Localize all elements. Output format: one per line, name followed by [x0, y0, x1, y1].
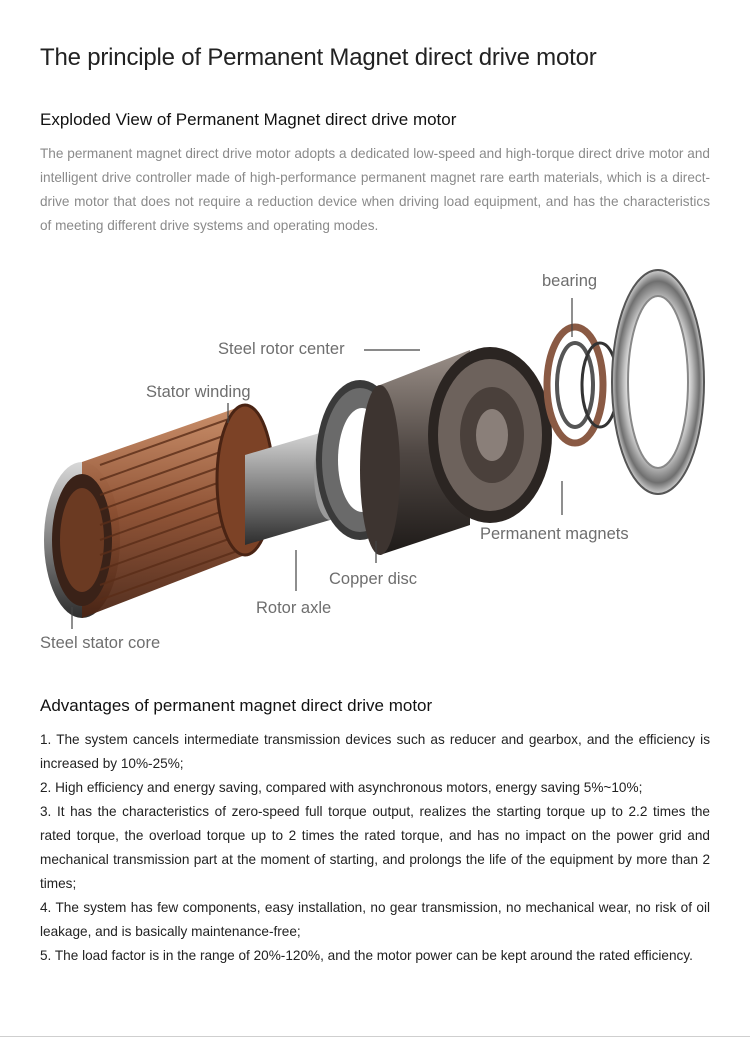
advantage-item: 1. The system cancels intermediate transmission devices such as reducer and gearbox, and the efficiency is increased by 10%-25%;	[40, 732, 710, 771]
label-steel-rotor-center: Steel rotor center	[218, 340, 345, 358]
label-copper-disc: Copper disc	[329, 570, 418, 588]
end-plate-shape	[612, 270, 704, 494]
bearing-shape	[547, 327, 618, 443]
bottom-divider	[0, 1036, 750, 1037]
page-title: The principle of Permanent Magnet direct drive motor	[40, 44, 597, 71]
intro-paragraph: The permanent magnet direct drive motor adopts a dedicated low-speed and high-torque direct drive motor and intelligent drive controller made of high-performance permanent magnet rare earth materials, which is a direct-drive motor that does not require a reduction device when driving load equipment, and has the characteristics of meeting different drive systems and operating modes.	[40, 146, 710, 233]
advantage-item: 5. The load factor is in the range of 20%-120%, and the motor power can be kept around the rated efficiency.	[40, 948, 693, 963]
label-permanent-magnets: Permanent magnets	[480, 525, 629, 543]
steel-rotor-center-shape	[360, 347, 552, 555]
advantage-item: 3. It has the characteristics of zero-speed full torque output, realizes the starting torque up to 2.2 times the rated torque, the overload torque up to 2 times the rated torque, and has no impact on the power grid and mechanical transmission part at the moment of starting, and prolongs the life of the equipment by more than 2 times;	[40, 804, 710, 891]
advantage-item: 2. High efficiency and energy saving, compared with asynchronous motors, energy saving 5%~10%;	[40, 780, 643, 795]
advantages-list	[40, 728, 710, 968]
advantages-heading: Advantages of permanent magnet direct drive motor	[40, 696, 433, 715]
advantage-item: 4. The system has few components, easy installation, no gear transmission, no mechanical wear, no risk of oil leakage, and is basically maintenance-free;	[40, 900, 710, 939]
motor-illustration	[0, 255, 750, 665]
steel-stator-core-shape	[44, 405, 245, 618]
label-stator-winding: Stator winding	[146, 383, 251, 401]
label-bearing: bearing	[542, 272, 598, 290]
label-steel-stator-core: Steel stator core	[40, 634, 161, 652]
exploded-view-heading: Exploded View of Permanent Magnet direct drive motor	[40, 110, 457, 129]
label-rotor-axle: Rotor axle	[256, 599, 332, 617]
exploded-motor-figure	[0, 255, 750, 665]
